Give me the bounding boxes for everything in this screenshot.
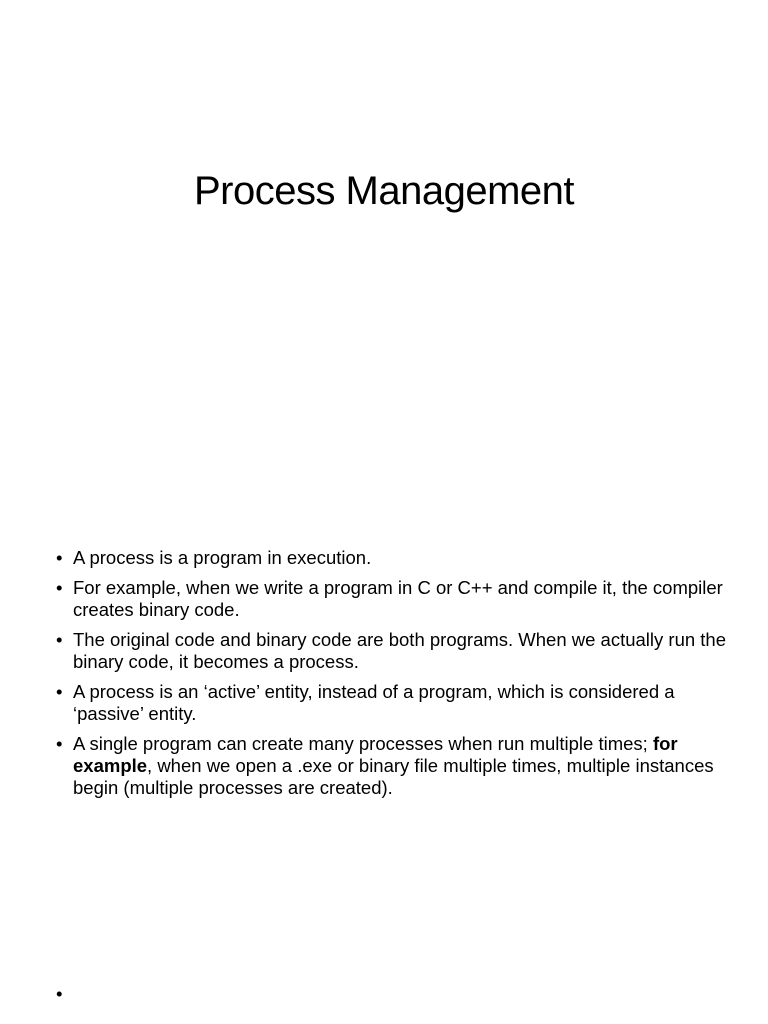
bullet-list — [56, 547, 746, 807]
bullet-text: The original code and binary code are both programs. When we actually run the binary code, it becomes a process. — [73, 629, 727, 672]
slide-title: Process Management — [193, 169, 575, 213]
bullet-marker: • — [56, 681, 63, 702]
bullet-item — [56, 577, 746, 621]
bullet-item — [56, 547, 746, 569]
bullet-marker: • — [56, 629, 63, 650]
empty-bullet-marker: • — [56, 983, 63, 1004]
bullet-marker: • — [56, 733, 63, 754]
bullet-item — [56, 681, 746, 725]
bullet-item — [56, 629, 746, 673]
bullet-text: A process is an ‘active’ entity, instead of a program, which is considered a ‘passive’ entity. — [73, 681, 675, 724]
bullet-text: For example, when we write a program in C or C++ and compile it, the compiler creates binary code. — [73, 577, 723, 620]
bullet-text-prefix: A single program can create many processes when run multiple times; — [73, 733, 653, 754]
bullet-marker: • — [56, 577, 63, 598]
bullet-text-bold: for example — [73, 733, 678, 776]
bullet-item — [56, 733, 746, 799]
bullet-text: A process is a program in execution. — [73, 547, 372, 568]
bullet-marker: • — [56, 547, 63, 568]
bullet-text-suffix: , when we open a .exe or binary file multiple times, multiple instances begin (multiple processes are created). — [73, 755, 714, 798]
